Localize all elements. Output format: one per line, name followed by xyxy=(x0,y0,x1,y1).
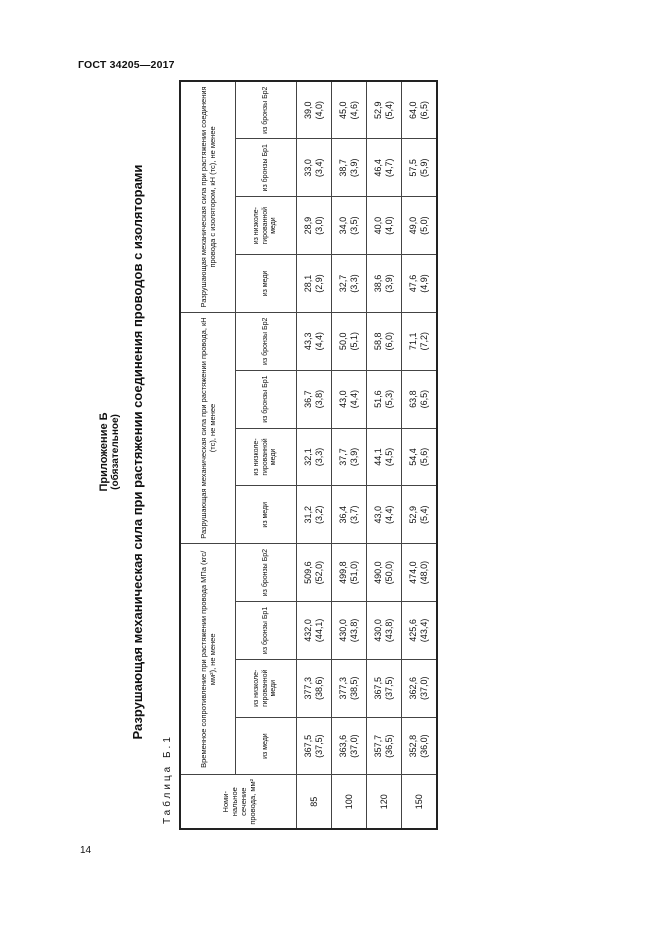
value-cell xyxy=(367,139,402,197)
value-alt-units: (6,5) xyxy=(419,389,429,409)
value-main: 499,8 xyxy=(338,561,349,584)
value-main: 377,3 xyxy=(303,677,314,700)
value-main: 40,0 xyxy=(373,216,384,235)
value-alt-units: (52,0) xyxy=(314,560,324,585)
value-main: 37,7 xyxy=(338,448,349,466)
value-alt-units: (5,4) xyxy=(384,100,394,120)
value-cell xyxy=(332,544,367,602)
value-main: 44,1 xyxy=(373,448,384,466)
value-cell xyxy=(297,81,332,139)
value-alt-units: (3,7) xyxy=(349,505,359,525)
value-cell xyxy=(332,81,367,139)
value-cell xyxy=(332,602,367,660)
value-main: 352,8 xyxy=(408,734,419,758)
value-alt-units: (3,3) xyxy=(314,447,324,467)
value-cell xyxy=(297,717,332,775)
value-main: 357,7 xyxy=(373,734,384,758)
value-cell xyxy=(332,428,367,486)
sub-header: из бронзы Бр2 xyxy=(236,544,297,602)
value-alt-units: (5,1) xyxy=(349,332,359,351)
value-main: 28,1 xyxy=(303,274,314,293)
value-alt-units: (48,0) xyxy=(419,560,429,585)
value-main: 71,1 xyxy=(408,332,419,351)
value-main: 64,0 xyxy=(408,101,419,119)
value-main: 49,0 xyxy=(408,216,419,235)
table-caption: Таблица Б.1 xyxy=(162,734,173,824)
value-alt-units: (50,0) xyxy=(384,560,394,585)
value-alt-units: (3,0) xyxy=(314,216,324,235)
value-main: 377,3 xyxy=(338,677,349,700)
appendix-label: Приложение Б xyxy=(98,412,110,492)
data-table xyxy=(179,80,438,830)
value-main: 34,0 xyxy=(338,216,349,235)
value-cell xyxy=(367,81,402,139)
value-cell xyxy=(367,370,402,428)
value-cell xyxy=(297,602,332,660)
sub-header: из меди xyxy=(236,717,297,775)
value-cell xyxy=(402,255,438,313)
value-cell xyxy=(332,255,367,313)
value-alt-units: (5,4) xyxy=(419,505,429,525)
value-cell xyxy=(332,370,367,428)
value-cell xyxy=(402,312,438,370)
value-cell xyxy=(367,544,402,602)
appendix-status: (обязательное) xyxy=(110,414,121,490)
value-alt-units: (5,3) xyxy=(384,389,394,409)
value-main: 425,6 xyxy=(408,619,419,642)
value-cell xyxy=(297,255,332,313)
document-header: ГОСТ 34205—2017 xyxy=(78,59,175,71)
value-main: 54,4 xyxy=(408,448,419,466)
table-row xyxy=(367,81,402,829)
page-number: 14 xyxy=(80,845,92,856)
value-main: 43,0 xyxy=(373,506,384,524)
value-cell xyxy=(402,81,438,139)
value-main: 46,4 xyxy=(373,159,384,177)
value-alt-units: (6,0) xyxy=(384,332,394,351)
group-header: Разрушающая механическая сила при растяжении провода, кН (тс), не менее xyxy=(180,312,236,543)
value-main: 430,0 xyxy=(373,619,384,642)
sub-header: из бронзы Бр2 xyxy=(236,81,297,139)
value-cell xyxy=(367,428,402,486)
value-alt-units: (4,4) xyxy=(314,332,324,351)
value-cell xyxy=(332,659,367,717)
value-cell xyxy=(297,428,332,486)
value-alt-units: (4,6) xyxy=(349,100,359,120)
value-cell xyxy=(402,544,438,602)
value-cell xyxy=(297,197,332,255)
value-main: 32,1 xyxy=(303,448,314,466)
value-main: 38,7 xyxy=(338,159,349,177)
value-alt-units: (43,8) xyxy=(384,618,394,643)
value-main: 509,6 xyxy=(303,561,314,584)
value-alt-units: (6,5) xyxy=(419,100,429,120)
value-cell xyxy=(332,486,367,544)
value-cell xyxy=(297,370,332,428)
group-header: Разрушающая механическая сила при растяжении соединения провода с изолятором, кН (тс), не менее xyxy=(180,81,236,312)
value-main: 50,0 xyxy=(338,332,349,351)
section-cell: 100 xyxy=(332,775,367,829)
value-alt-units: (5,0) xyxy=(419,216,429,235)
table-row xyxy=(297,81,332,829)
value-cell xyxy=(402,370,438,428)
value-main: 51,6 xyxy=(373,390,384,408)
value-main: 430,0 xyxy=(338,619,349,642)
value-alt-units: (4,4) xyxy=(384,505,394,525)
value-main: 367,5 xyxy=(373,677,384,700)
section-cell: 150 xyxy=(402,775,438,829)
value-main: 52,9 xyxy=(373,101,384,119)
first-column-header: Номи-нальное сечение провода, мм² xyxy=(180,775,297,829)
value-cell xyxy=(367,255,402,313)
value-alt-units: (36,0) xyxy=(419,734,429,758)
value-main: 38,6 xyxy=(373,274,384,293)
section-cell: 120 xyxy=(367,775,402,829)
value-alt-units: (37,5) xyxy=(314,734,324,758)
value-main: 45,0 xyxy=(338,101,349,119)
sub-header: из низколе-гированной меди xyxy=(236,659,297,717)
value-cell xyxy=(367,486,402,544)
value-main: 43,3 xyxy=(303,332,314,351)
table-row xyxy=(332,81,367,829)
value-alt-units: (2,9) xyxy=(314,274,324,293)
sub-header: из бронзы Бр1 xyxy=(236,370,297,428)
value-alt-units: (4,4) xyxy=(349,389,359,409)
value-alt-units: (5,6) xyxy=(419,447,429,467)
sub-header: из низколе-гированной меди xyxy=(236,428,297,486)
value-cell xyxy=(297,544,332,602)
value-cell xyxy=(402,486,438,544)
value-cell xyxy=(297,139,332,197)
value-main: 474,0 xyxy=(408,561,419,584)
value-alt-units: (37,0) xyxy=(349,734,359,758)
value-main: 490,0 xyxy=(373,561,384,584)
value-main: 57,5 xyxy=(408,159,419,177)
value-alt-units: (37,5) xyxy=(384,676,394,701)
rotated-appendix-block xyxy=(88,62,429,842)
section-cell: 85 xyxy=(297,775,332,829)
value-alt-units: (37,0) xyxy=(419,676,429,701)
value-alt-units: (3,2) xyxy=(314,505,324,525)
value-alt-units: (3,8) xyxy=(314,389,324,409)
value-cell xyxy=(402,717,438,775)
value-cell xyxy=(297,659,332,717)
value-cell xyxy=(402,428,438,486)
value-main: 39,0 xyxy=(303,101,314,119)
value-main: 28,9 xyxy=(303,216,314,235)
value-cell xyxy=(332,139,367,197)
value-alt-units: (38,5) xyxy=(349,676,359,701)
value-alt-units: (3,9) xyxy=(349,158,359,178)
value-cell xyxy=(332,312,367,370)
value-cell xyxy=(402,602,438,660)
value-alt-units: (3,9) xyxy=(349,447,359,467)
sub-header: из бронзы Бр1 xyxy=(236,602,297,660)
value-cell xyxy=(402,197,438,255)
sub-header: из бронзы Бр1 xyxy=(236,139,297,197)
value-main: 36,4 xyxy=(338,506,349,524)
value-main: 36,7 xyxy=(303,390,314,408)
value-cell xyxy=(367,197,402,255)
value-cell xyxy=(332,197,367,255)
value-main: 363,6 xyxy=(338,734,349,758)
value-main: 362,6 xyxy=(408,677,419,700)
value-cell xyxy=(402,659,438,717)
value-main: 31,2 xyxy=(303,506,314,524)
value-main: 52,9 xyxy=(408,506,419,524)
sub-header: из меди xyxy=(236,255,297,313)
value-main: 58,8 xyxy=(373,332,384,351)
sub-header: из низколе-гированной меди xyxy=(236,197,297,255)
value-alt-units: (5,9) xyxy=(419,158,429,178)
value-cell xyxy=(367,717,402,775)
value-alt-units: (44,1) xyxy=(314,618,324,643)
value-alt-units: (51,0) xyxy=(349,560,359,585)
value-alt-units: (4,9) xyxy=(419,274,429,293)
value-cell xyxy=(402,139,438,197)
value-cell xyxy=(297,312,332,370)
value-cell xyxy=(367,602,402,660)
value-main: 367,5 xyxy=(303,734,314,758)
sub-header: из меди xyxy=(236,486,297,544)
value-alt-units: (3,3) xyxy=(349,274,359,293)
value-alt-units: (3,5) xyxy=(349,216,359,235)
group-header: Временное сопротивление при растяжении провода МПа (кгс/мм²), не менее xyxy=(180,544,236,775)
sub-header: из бронзы Бр2 xyxy=(236,312,297,370)
value-main: 33,0 xyxy=(303,159,314,177)
table-row xyxy=(402,81,438,829)
value-alt-units: (38,6) xyxy=(314,676,324,701)
value-main: 432,0 xyxy=(303,619,314,642)
value-alt-units: (4,0) xyxy=(384,216,394,235)
value-main: 43,0 xyxy=(338,390,349,408)
value-alt-units: (43,4) xyxy=(419,618,429,643)
value-cell xyxy=(332,717,367,775)
value-cell xyxy=(297,486,332,544)
value-cell xyxy=(367,659,402,717)
value-alt-units: (4,7) xyxy=(384,158,394,178)
value-alt-units: (43,8) xyxy=(349,618,359,643)
value-alt-units: (3,4) xyxy=(314,158,324,178)
value-alt-units: (4,5) xyxy=(384,447,394,467)
value-alt-units: (7,2) xyxy=(419,332,429,351)
value-alt-units: (36,5) xyxy=(384,734,394,758)
value-cell xyxy=(367,312,402,370)
appendix-title: Разрушающая механическая сила при растяжении соединения проводов с изоляторами xyxy=(130,164,145,740)
value-main: 63,8 xyxy=(408,390,419,408)
value-main: 47,6 xyxy=(408,274,419,293)
value-alt-units: (4,0) xyxy=(314,100,324,120)
value-main: 32,7 xyxy=(338,274,349,293)
value-alt-units: (3,9) xyxy=(384,274,394,293)
